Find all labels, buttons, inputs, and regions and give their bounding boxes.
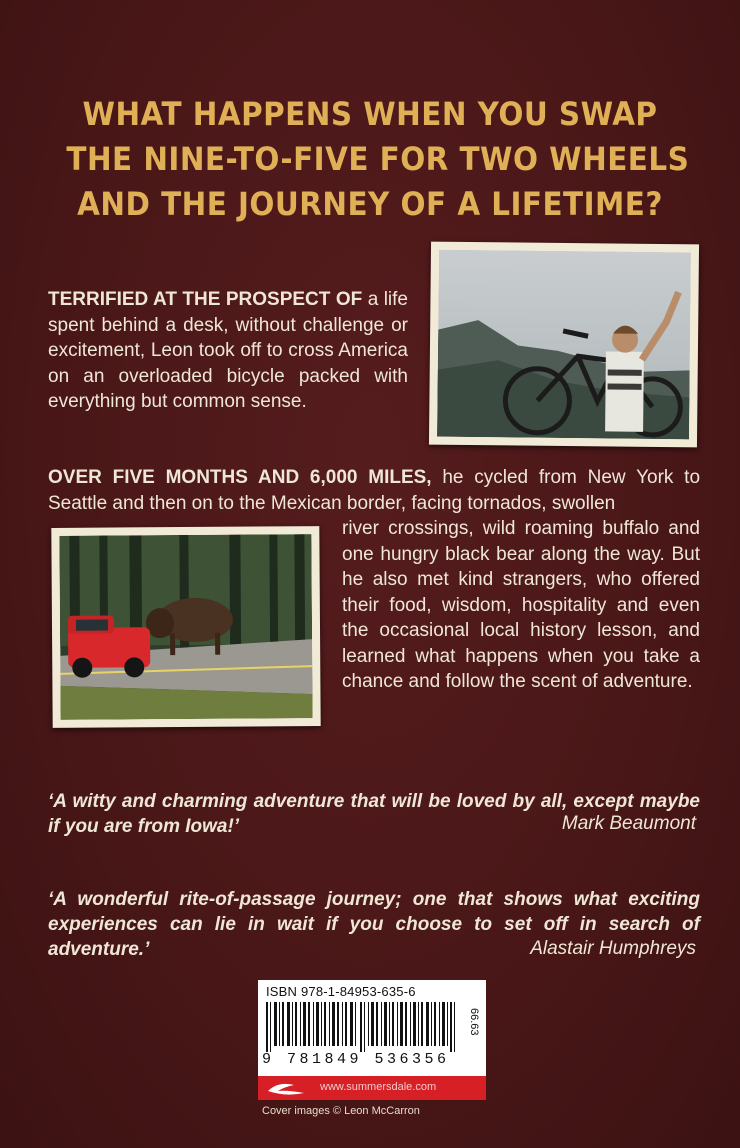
buffalo-photo-image: [59, 534, 312, 720]
isbn-text: ISBN 978-1-84953-635-6: [266, 984, 416, 999]
publisher-url: www.summersdale.com: [320, 1081, 437, 1093]
blurb-paragraph-2-top: [48, 465, 700, 516]
blurb-body: he cycled from New York to Seattle and then on to the Mexican border, facing tornados, swollen: [48, 467, 701, 514]
review-quote-1: ‘A witty and charming adventure that will be loved by all, except maybe if you are from Iowa!’: [48, 791, 700, 837]
headline-line: WHAT HAPPENS WHEN YOU SWAP: [82, 95, 658, 133]
headline-line: AND THE JOURNEY OF A LIFETIME?: [77, 185, 663, 223]
blurb-lead: OVER FIVE MONTHS AND 6,000 MILES,: [48, 467, 432, 488]
barcode-icon: [266, 1002, 466, 1052]
headline: [66, 92, 690, 227]
blurb-body: a life spent behind a desk, without challenge or excitement, Leon took off to cross America on an overloaded bicycle packed with everything but common sense.: [48, 289, 408, 412]
cover-credits: Cover images © Leon McCarron: [262, 1105, 420, 1117]
review-author-1: Mark Beaumont: [561, 813, 696, 834]
barcode-label: [258, 980, 486, 1100]
publisher-strip: [258, 1076, 486, 1100]
buffalo-photo: [51, 526, 320, 728]
cyclist-photo: [429, 242, 699, 448]
blurb-paragraph-2-rest: river crossings, wild roaming buffalo and one hungry black bear along the way. But he also met kind strangers, who offered their food, wisdom, hospitality and even the occasional local history lesson, and learned what happens when you take a chance and follow the scent of adventure.: [342, 518, 700, 692]
blurb-paragraph-1: [48, 287, 408, 415]
blurb-lead: TERRIFIED AT THE PROSPECT OF: [48, 289, 363, 310]
price-code: 66.63: [468, 1008, 480, 1036]
review-quote-2: ‘A wonderful rite-of-passage journey; one that shows what exciting experiences can lie in wait if you choose to set off in search of adventure.’: [48, 889, 700, 960]
review-author-2: Alastair Humphreys: [530, 938, 696, 959]
barcode-digits: 9 781849 536356: [262, 1051, 450, 1068]
headline-line: THE NINE-TO-FIVE FOR TWO WHEELS: [66, 140, 690, 178]
summersdale-logo-icon: [264, 1079, 314, 1097]
cyclist-photo-image: [437, 250, 691, 440]
